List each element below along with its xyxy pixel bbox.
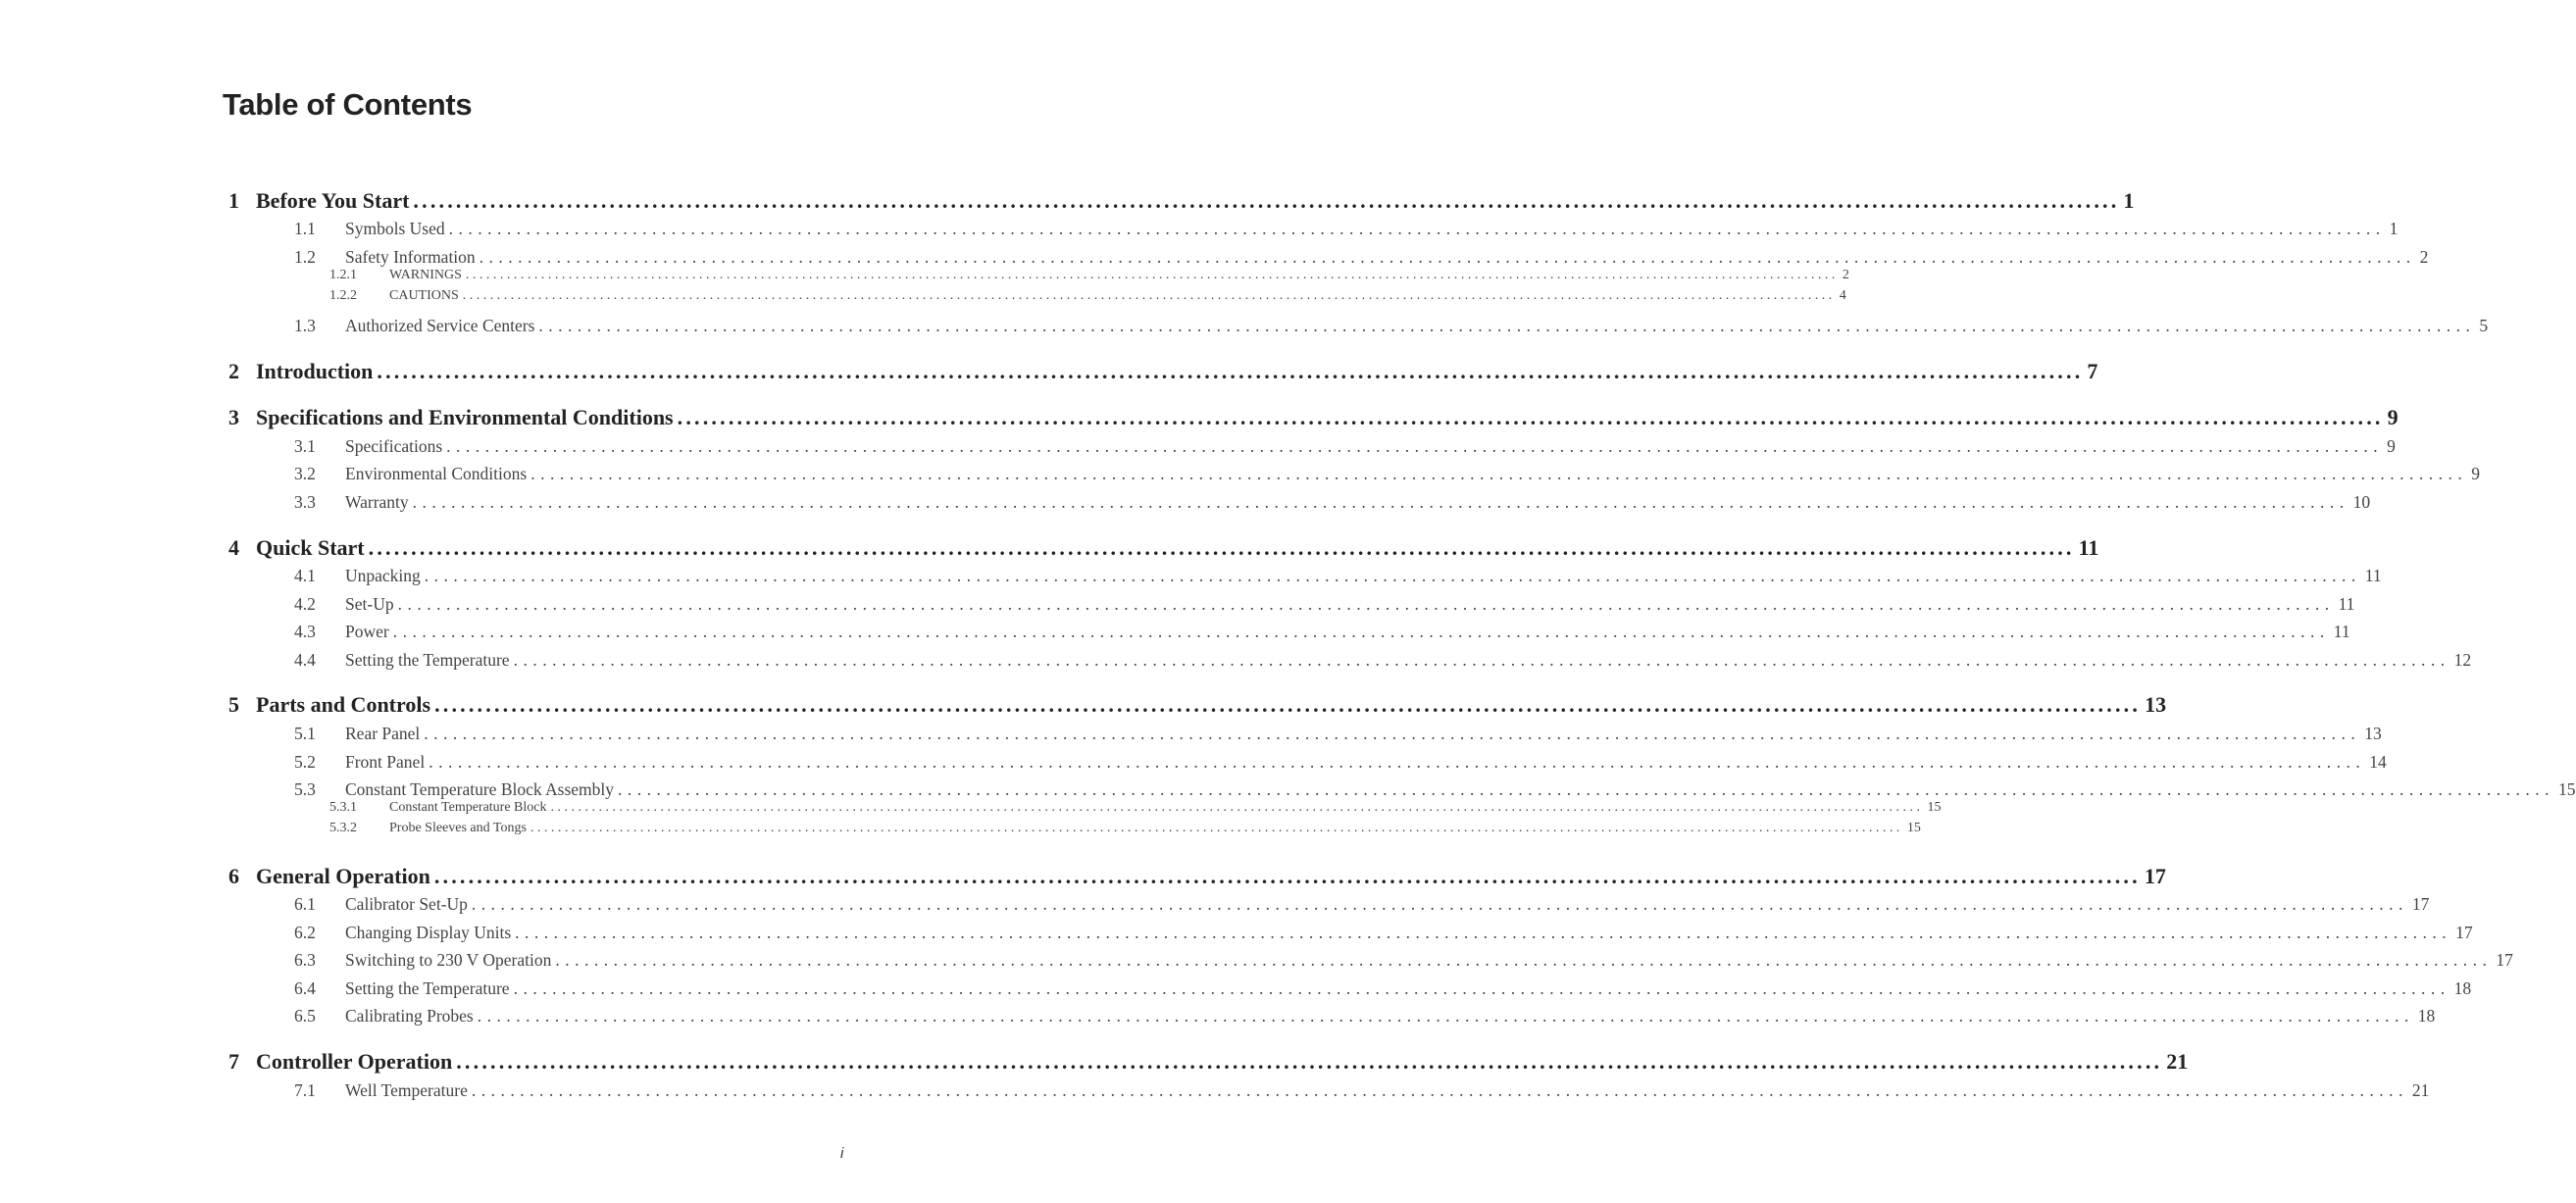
section-number: 5 bbox=[228, 692, 239, 717]
toc-entry-level-2[interactable] bbox=[294, 1080, 2430, 1101]
section-number: 5.2 bbox=[294, 752, 316, 772]
section-title: Switching to 230 V Operation bbox=[345, 950, 552, 970]
dot-leader: ........................................................................................................................................................................................................ bbox=[555, 950, 2493, 970]
page-reference: 15 bbox=[1906, 821, 1921, 835]
toc-entry-level-3[interactable] bbox=[329, 268, 1849, 283]
dot-leader: ........................................................................................................................................................................................................ bbox=[456, 1049, 2163, 1074]
page-reference: 18 bbox=[2417, 1006, 2436, 1026]
page-reference: 5 bbox=[2479, 316, 2489, 335]
section-number: 6.1 bbox=[294, 894, 316, 914]
toc-entry-level-2[interactable] bbox=[294, 464, 2480, 484]
page-reference: 4 bbox=[1839, 288, 1846, 303]
section-title: Constant Temperature Block Assembly bbox=[345, 779, 615, 799]
section-number: 3 bbox=[228, 405, 239, 429]
page-reference: 10 bbox=[2352, 492, 2371, 512]
toc-entry-level-1[interactable] bbox=[228, 359, 2098, 384]
section-number: 6 bbox=[228, 864, 239, 888]
dot-leader: ........................................................................................................................................................................................................ bbox=[513, 978, 2450, 998]
page-reference: 9 bbox=[2387, 405, 2399, 429]
dot-leader: ........................................................................................................................................................................................................ bbox=[434, 692, 2142, 717]
page-reference: 2 bbox=[2419, 247, 2429, 267]
toc-entry-level-2[interactable] bbox=[294, 219, 2399, 239]
toc-entry-level-3[interactable] bbox=[329, 821, 1921, 836]
section-number: 6.3 bbox=[294, 950, 316, 970]
section-title: Introduction bbox=[256, 359, 374, 383]
section-number: 1 bbox=[228, 188, 239, 213]
toc-entry-level-1[interactable] bbox=[228, 535, 2099, 561]
page-reference: 15 bbox=[1927, 800, 1942, 815]
section-title: Setting the Temperature bbox=[345, 650, 510, 670]
section-title: General Operation bbox=[256, 864, 430, 888]
section-number: 3.2 bbox=[294, 464, 316, 483]
page-reference: 17 bbox=[2411, 894, 2430, 914]
toc-entry-level-2[interactable] bbox=[294, 247, 2429, 268]
dot-leader: ........................................................................................................................................................................................................ bbox=[513, 650, 2450, 670]
section-number: 4.1 bbox=[294, 566, 316, 585]
dot-leader: ........................................................................................................................................................................................................ bbox=[433, 864, 2141, 888]
page-title: Table of Contents bbox=[223, 87, 473, 122]
section-title: Probe Sleeves and Tongs bbox=[389, 821, 527, 835]
dot-leader: ........................................................................................................................................................................................................ bbox=[448, 219, 2386, 238]
page-reference: 1 bbox=[2123, 188, 2135, 213]
page-reference: 13 bbox=[2364, 724, 2382, 743]
page-reference: 11 bbox=[2338, 594, 2355, 614]
section-number: 2 bbox=[228, 359, 239, 383]
toc-entry-level-2[interactable] bbox=[294, 779, 2576, 800]
page-reference: 9 bbox=[2387, 436, 2396, 456]
dot-leader: ........................................................................................................................................................................................................ bbox=[462, 288, 1836, 303]
dot-leader: ........................................................................................................................................................................................................ bbox=[412, 492, 2349, 512]
section-title: CAUTIONS bbox=[389, 288, 459, 303]
section-number: 6.4 bbox=[294, 978, 316, 998]
dot-leader: ........................................................................................................................................................................................................ bbox=[429, 752, 2366, 772]
toc-entry-level-1[interactable] bbox=[228, 692, 2167, 718]
section-number: 5.3.2 bbox=[329, 821, 357, 835]
toc-entry-level-2[interactable] bbox=[294, 594, 2355, 615]
section-title: Calibrating Probes bbox=[345, 1006, 474, 1026]
section-number: 1.2.2 bbox=[329, 288, 357, 303]
section-number: 6.2 bbox=[294, 923, 316, 942]
section-number: 5.3 bbox=[294, 779, 316, 799]
section-number: 1.2.1 bbox=[329, 268, 357, 282]
toc-entry-level-2[interactable] bbox=[294, 950, 2513, 971]
dot-leader: ........................................................................................................................................................................................................ bbox=[446, 436, 2384, 456]
section-title: Specifications bbox=[345, 436, 443, 456]
dot-leader: ........................................................................................................................................................................................................ bbox=[550, 800, 1924, 815]
page-reference: 11 bbox=[2364, 566, 2382, 585]
dot-leader: ........................................................................................................................................................................................................ bbox=[515, 923, 2452, 942]
dot-leader: ........................................................................................................................................................................................................ bbox=[530, 821, 1903, 835]
dot-leader: ........................................................................................................................................................................................................ bbox=[479, 247, 2416, 267]
page-reference: 7 bbox=[2087, 359, 2098, 383]
page-reference: 9 bbox=[2471, 464, 2480, 483]
page-reference: 14 bbox=[2369, 752, 2387, 772]
section-number: 6.5 bbox=[294, 1006, 316, 1026]
toc-entry-level-3[interactable] bbox=[329, 288, 1846, 304]
page-reference: 15 bbox=[2558, 779, 2576, 799]
section-title: Controller Operation bbox=[256, 1049, 453, 1074]
page-reference: 1 bbox=[2389, 219, 2399, 238]
toc-entry-level-2[interactable] bbox=[294, 923, 2473, 943]
section-title: Specifications and Environmental Conditions bbox=[256, 405, 674, 429]
dot-leader: ........................................................................................................................................................................................................ bbox=[465, 268, 1839, 282]
page-reference: 2 bbox=[1842, 268, 1849, 282]
section-number: 3.3 bbox=[294, 492, 316, 512]
dot-leader: ........................................................................................................................................................................................................ bbox=[471, 1080, 2408, 1100]
section-title: Quick Start bbox=[256, 535, 365, 560]
section-number: 5.1 bbox=[294, 724, 316, 743]
toc-entry-level-2[interactable] bbox=[294, 650, 2472, 671]
dot-leader: ........................................................................................................................................................................................................ bbox=[397, 594, 2335, 614]
section-title: Before You Start bbox=[256, 188, 410, 213]
dot-leader: ........................................................................................................................................................................................................ bbox=[413, 188, 2120, 213]
section-title: Authorized Service Centers bbox=[345, 316, 535, 335]
toc-entry-level-1[interactable] bbox=[228, 188, 2135, 214]
section-title: Parts and Controls bbox=[256, 692, 431, 717]
toc-entry-level-2[interactable] bbox=[294, 978, 2472, 999]
page-reference: 11 bbox=[2078, 535, 2099, 560]
section-title: Changing Display Units bbox=[345, 923, 512, 942]
toc-entry-level-2[interactable] bbox=[294, 622, 2350, 642]
dot-leader: ........................................................................................................................................................................................................ bbox=[677, 405, 2384, 429]
toc-entry-level-2[interactable] bbox=[294, 566, 2382, 586]
toc-entry-level-2[interactable] bbox=[294, 724, 2382, 744]
toc-entry-level-1[interactable] bbox=[228, 864, 2166, 889]
dot-leader: ........................................................................................................................................................................................................ bbox=[471, 894, 2408, 914]
section-title: Well Temperature bbox=[345, 1080, 468, 1100]
section-number: 4.4 bbox=[294, 650, 316, 670]
dot-leader: ........................................................................................................................................................................................................ bbox=[368, 535, 2075, 560]
page-reference: 17 bbox=[2455, 923, 2473, 942]
dot-leader: ........................................................................................................................................................................................................ bbox=[424, 724, 2361, 743]
dot-leader: ........................................................................................................................................................................................................ bbox=[530, 464, 2468, 483]
section-number: 7 bbox=[228, 1049, 239, 1074]
section-title: Power bbox=[345, 622, 389, 641]
section-title: Rear Panel bbox=[345, 724, 421, 743]
page-reference: 18 bbox=[2453, 978, 2472, 998]
section-title: Set-Up bbox=[345, 594, 394, 614]
section-title: Constant Temperature Block bbox=[389, 800, 547, 815]
toc-entry-level-1[interactable] bbox=[228, 1049, 2189, 1075]
section-number: 4.3 bbox=[294, 622, 316, 641]
toc-entry-level-2[interactable] bbox=[294, 752, 2387, 773]
dot-leader: ........................................................................................................................................................................................................ bbox=[424, 566, 2361, 585]
section-number: 5.3.1 bbox=[329, 800, 357, 815]
toc-entry-level-2[interactable] bbox=[294, 436, 2396, 457]
section-title: Setting the Temperature bbox=[345, 978, 510, 998]
toc-entry-level-1[interactable] bbox=[228, 405, 2399, 430]
section-number: 4 bbox=[228, 535, 239, 560]
dot-leader: ........................................................................................................................................................................................................ bbox=[538, 316, 2476, 335]
toc-entry-level-2[interactable] bbox=[294, 316, 2489, 336]
section-number: 1.1 bbox=[294, 219, 316, 238]
section-number: 7.1 bbox=[294, 1080, 316, 1100]
toc-entry-level-2[interactable] bbox=[294, 894, 2430, 915]
section-title: Environmental Conditions bbox=[345, 464, 528, 483]
section-number: 4.2 bbox=[294, 594, 316, 614]
toc-entry-level-2[interactable] bbox=[294, 492, 2371, 513]
dot-leader: ........................................................................................................................................................................................................ bbox=[392, 622, 2330, 641]
section-number: 3.1 bbox=[294, 436, 316, 456]
section-title: Warranty bbox=[345, 492, 409, 512]
page-reference: 12 bbox=[2453, 650, 2472, 670]
page-reference: 17 bbox=[2144, 864, 2166, 888]
dot-leader: ........................................................................................................................................................................................................ bbox=[377, 359, 2084, 383]
toc-entry-level-3[interactable] bbox=[329, 800, 1942, 816]
page-number: i bbox=[840, 1145, 844, 1162]
toc-entry-level-2[interactable] bbox=[294, 1006, 2436, 1027]
dot-leader: ........................................................................................................................................................................................................ bbox=[618, 779, 2555, 799]
dot-leader: ........................................................................................................................................................................................................ bbox=[477, 1006, 2414, 1026]
page-reference: 21 bbox=[2166, 1049, 2189, 1074]
section-title: Calibrator Set-Up bbox=[345, 894, 468, 914]
section-number: 1.3 bbox=[294, 316, 316, 335]
section-title: Front Panel bbox=[345, 752, 426, 772]
section-title: Symbols Used bbox=[345, 219, 445, 238]
page-reference: 21 bbox=[2411, 1080, 2430, 1100]
section-title: Safety Information bbox=[345, 247, 476, 267]
page-reference: 13 bbox=[2145, 692, 2167, 717]
page-reference: 17 bbox=[2496, 950, 2513, 970]
section-title: WARNINGS bbox=[389, 268, 462, 282]
section-title: Unpacking bbox=[345, 566, 421, 585]
section-number: 1.2 bbox=[294, 247, 316, 267]
page-reference: 11 bbox=[2333, 622, 2350, 641]
